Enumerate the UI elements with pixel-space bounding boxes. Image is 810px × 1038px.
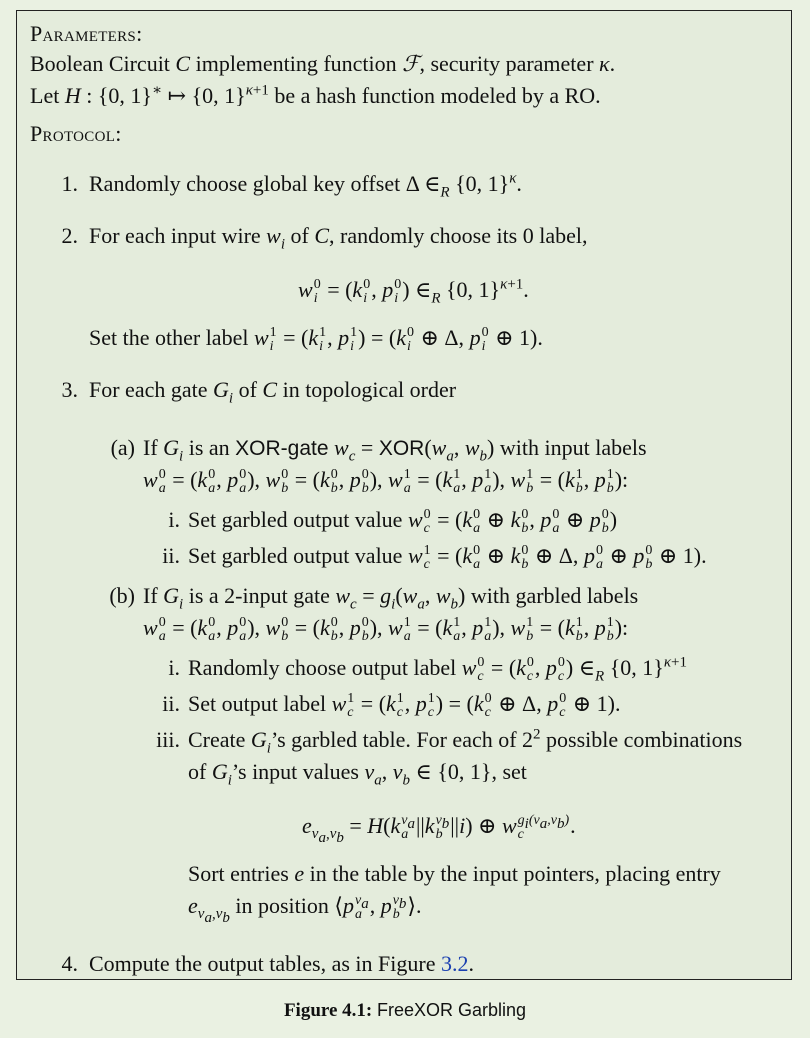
substep-label: iii. — [156, 727, 180, 752]
substep-label: i. — [168, 507, 180, 532]
substep-label: ii. — [162, 691, 180, 716]
params-line-2: Let H : {0, 1}∗ ↦ {0, 1}$^{\kappa+1}$ be a hash function modeled by a RO. — [30, 82, 601, 108]
params-line-1: Boolean Circuit C implementing function ℱ, security parameter κ. — [30, 51, 616, 76]
step-1-text: Randomly choose global key offset Δ $\in_R$ {0, 1}$^\kappa$. — [89, 170, 522, 201]
figure-caption: Figure 4.1: FreeXOR Garbling — [283, 1000, 527, 1021]
substep-b-labels: w 0 a = (k 0 a , p 0 a ), w 0 b = (k 0 b , p 0 b ), w 1 a = (k 1 a , p 1 a ), w 1 b = (k 1 b , p 1 b ): — [143, 614, 629, 644]
substep-label: (a) — [110, 435, 135, 460]
step-2-equation: w 0 i = (k 0 i , p 0 i ) $\in_R$ {0, 1}$^{\kappa+1}$. — [298, 276, 529, 307]
step-4-text: Compute the output tables, as in Figure 3.2. — [89, 951, 474, 976]
position-text: $e_{v_a,v_b}$ in position ⟨p $v_a$ a , p $v_b$ b ⟩. — [188, 892, 422, 927]
sort-text: Sort entries e in the table by the input pointers, placing entry — [188, 861, 721, 886]
substep-label: ii. — [162, 543, 180, 568]
step-number: 3. — [61, 377, 78, 402]
substep-a-ii: Set garbled output value w 1 c = (k 0 a ⊕ k 0 b ⊕ Δ, p 0 a ⊕ p 0 b ⊕ 1). — [188, 542, 707, 572]
step-3-text: For each gate $G_i$ of C in topological order — [89, 377, 457, 407]
step-2-set-text: Set the other label w 1 i = (k 1 i , p 1 i ) = (k 0 i ⊕ Δ, p 0 i ⊕ 1). — [89, 324, 543, 354]
substep-a-labels: w 0 a = (k 0 a , p 0 a ), w 0 b = (k 0 b , p 0 b ), w 1 a = (k 1 a , p 1 a ), w 1 b = (k 1 b , p 1 b ): — [143, 466, 629, 496]
substep-b-i: Randomly choose output label w 0 c = (k 0 c , p 0 c ) $\in_R$ {0, 1}$^{\kappa+1}$ — [188, 654, 688, 685]
step-number: 2. — [61, 223, 78, 248]
substep-a-i: Set garbled output value w 0 c = (k 0 a ⊕ k 0 b , p 0 a ⊕ p 0 b ) — [188, 506, 618, 536]
figure-ref-link[interactable]: 3.2 — [440, 951, 469, 976]
protocol-heading: Protocol: — [30, 121, 122, 146]
params-heading: Parameters: — [30, 21, 143, 46]
substep-a-text: If $G_i$ is an XOR-gate $w_c = XOR(w_a$, $w_b$) with input labels — [143, 435, 647, 465]
substep-label: i. — [168, 655, 180, 680]
substep-b-ii: Set output label w 1 c = (k 1 c , p 1 c ) = (k 0 c ⊕ Δ, p 0 c ⊕ 1). — [188, 690, 621, 720]
step-number: 4. — [61, 951, 78, 976]
step-2-text: For each input wire $w_i$ of C, randomly choose its 0 label, — [89, 223, 588, 253]
substep-label: (b) — [109, 583, 135, 608]
substep-b-text: If $G_i$ is a 2-input gate $w_c = g_i(w_a$, $w_b$) with garbled labels — [143, 583, 639, 613]
substep-b-iii-cont: of $G_i’s$ input values $v_a$, $v_b$ ∈ {0, 1}, set — [188, 759, 527, 789]
entry-equation: $e_{v_a,v_b} = H(k$ $v_a$ a ||k $v_b$ b ||i) ⊕ w $g_i(v_a,v_b)$ c . — [302, 812, 576, 847]
substep-b-iii: Create $G_i’s$ garbled table. For each of $2^2$ possible combinations — [188, 726, 743, 757]
step-number: 1. — [61, 171, 78, 196]
